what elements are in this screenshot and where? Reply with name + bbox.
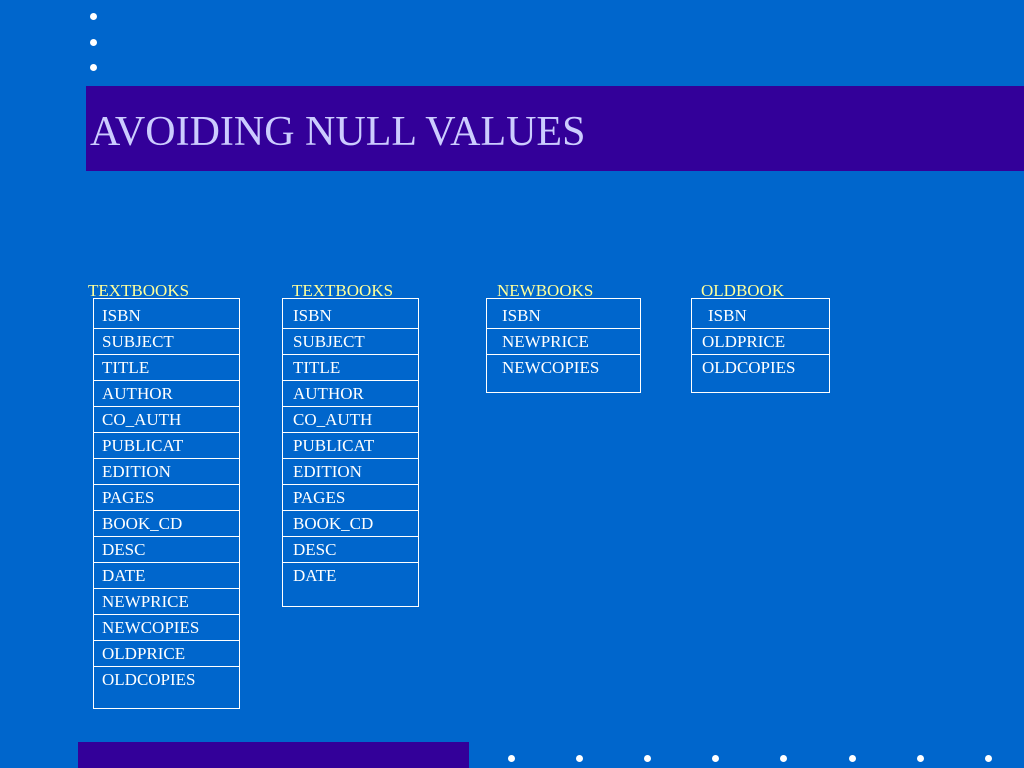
table-field: PAGES bbox=[283, 485, 418, 511]
table-field: ISBN bbox=[94, 303, 239, 329]
table-field: AUTHOR bbox=[94, 381, 239, 407]
table-field: DATE bbox=[293, 566, 337, 585]
decor-dot bbox=[644, 755, 651, 762]
table-field: NEWCOPIES bbox=[94, 615, 239, 641]
table-name: TEXTBOOKS bbox=[292, 281, 394, 300]
decor-dot bbox=[508, 755, 515, 762]
table-box bbox=[691, 298, 830, 393]
table-field: DATE bbox=[94, 563, 239, 589]
table-field: NEWCOPIES bbox=[502, 358, 600, 377]
table-field: EDITION bbox=[94, 459, 239, 485]
table-field: TITLE bbox=[283, 355, 418, 381]
table-box bbox=[486, 298, 641, 393]
table-field: OLDPRICE bbox=[692, 329, 829, 355]
table-field: EDITION bbox=[283, 459, 418, 485]
table-field: NEWPRICE bbox=[487, 329, 640, 355]
table-box bbox=[93, 298, 240, 709]
table-name: TEXTBOOKS bbox=[88, 281, 190, 300]
bottom-band bbox=[78, 742, 469, 768]
table-field: ISBN bbox=[283, 303, 418, 329]
table-field: SUBJECT bbox=[283, 329, 418, 355]
table-field: PAGES bbox=[94, 485, 239, 511]
table-field: OLDCOPIES bbox=[102, 670, 196, 689]
decor-dot bbox=[917, 755, 924, 762]
table-field: PUBLICAT bbox=[94, 433, 239, 459]
table-field: SUBJECT bbox=[94, 329, 239, 355]
table-field: AUTHOR bbox=[283, 381, 418, 407]
table-field: DESC bbox=[283, 537, 418, 563]
table-field: BOOK_CD bbox=[283, 511, 418, 537]
table-field: NEWPRICE bbox=[94, 589, 239, 615]
table-field: CO_AUTH bbox=[94, 407, 239, 433]
decor-dot bbox=[849, 755, 856, 762]
table-field: TITLE bbox=[94, 355, 239, 381]
decor-dot bbox=[985, 755, 992, 762]
table-field: DESC bbox=[94, 537, 239, 563]
decor-dot bbox=[712, 755, 719, 762]
slide-title: AVOIDING NULL VALUES bbox=[90, 109, 586, 155]
table-field: PUBLICAT bbox=[283, 433, 418, 459]
table-field: ISBN bbox=[487, 303, 640, 329]
decor-dot bbox=[780, 755, 787, 762]
table-field: OLDCOPIES bbox=[702, 358, 796, 377]
decor-dot bbox=[576, 755, 583, 762]
table-name: OLDBOOK bbox=[701, 281, 785, 300]
table-box bbox=[282, 298, 419, 607]
table-field: CO_AUTH bbox=[283, 407, 418, 433]
table-name: NEWBOOKS bbox=[497, 281, 594, 300]
table-field: OLDPRICE bbox=[94, 641, 239, 667]
decor-dot bbox=[90, 64, 97, 71]
table-field: ISBN bbox=[692, 303, 829, 329]
table-field: BOOK_CD bbox=[94, 511, 239, 537]
decor-dot bbox=[90, 13, 97, 20]
decor-dot bbox=[90, 39, 97, 46]
